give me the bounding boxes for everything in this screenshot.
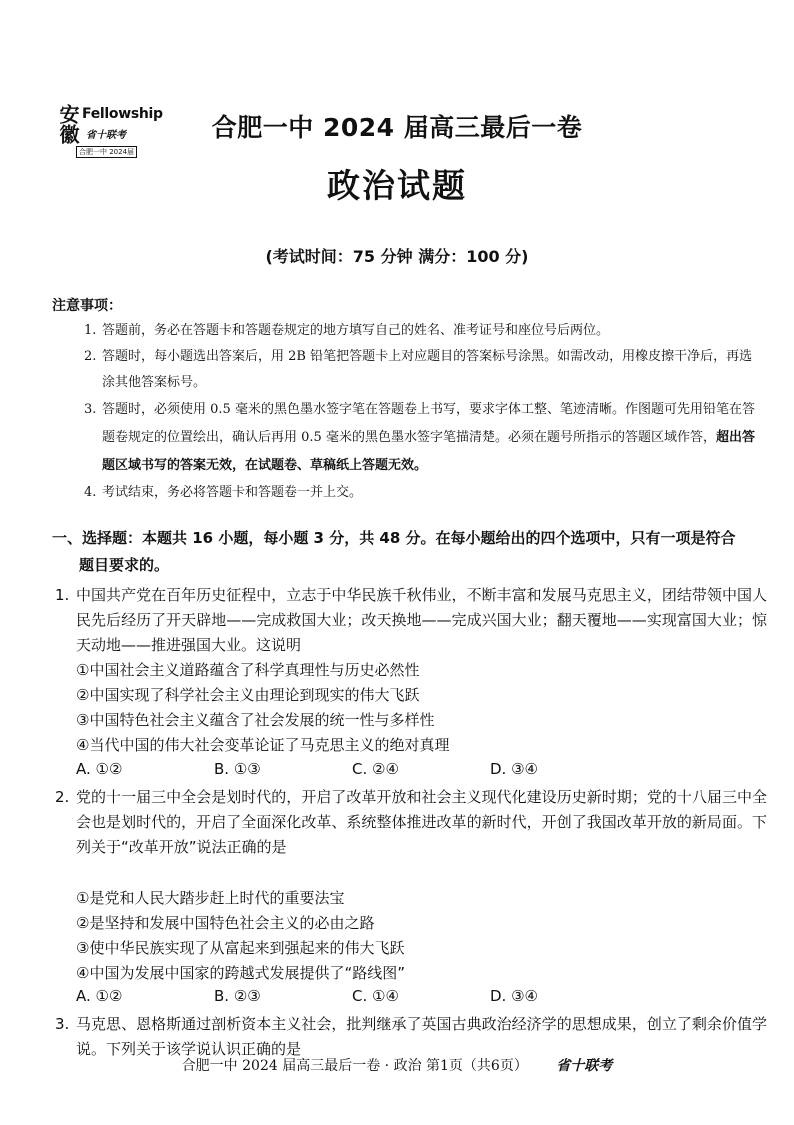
question-number: 1. bbox=[55, 586, 70, 604]
statement-option: ④中国为发展中国家的跨越式发展提供了“路线图” bbox=[76, 964, 405, 982]
notice-text-block bbox=[84, 396, 764, 480]
choice-b: B. ②③ bbox=[214, 987, 261, 1005]
statement-option: ①是党和人民大踏步赶上时代的重要法宝 bbox=[76, 889, 345, 907]
choice-a: A. ①② bbox=[76, 987, 123, 1005]
statement-option: ②中国实现了科学社会主义由理论到现实的伟大飞跃 bbox=[76, 686, 420, 704]
question-number: 3. bbox=[55, 1015, 70, 1033]
section-heading-line2: 题目要求的。 bbox=[79, 556, 170, 574]
section-heading bbox=[52, 525, 762, 579]
choice-d: D. ③④ bbox=[490, 987, 538, 1005]
notice-number: 2. bbox=[84, 349, 97, 364]
choice-d: D. ③④ bbox=[490, 760, 538, 778]
answer-choices bbox=[76, 987, 636, 1005]
page-footer bbox=[0, 1055, 794, 1075]
logo-chinese-text: 省十联考 bbox=[86, 130, 126, 141]
section-heading-line1: 一、选择题：本题共 16 小题，每小题 3 分，共 48 分。在每小题给出的四个选项中，只有一项是符合 bbox=[52, 529, 736, 547]
notice-text: 答题前，务必在答题卡和答题卷规定的地方填写自己的姓名、准考证号和座位号后两位。 bbox=[102, 323, 610, 338]
notice-number: 4. bbox=[84, 485, 97, 500]
statement-option: ③中国特色社会主义蕴含了社会发展的统一性与多样性 bbox=[76, 711, 435, 729]
notice-text: 答题时，每小题选出答案后，用 2B 铅笔把答题卡上对应题目的答案标号涂黑。如需改动，用橡皮擦干净后，再选涂其他答案标号。 bbox=[102, 349, 753, 390]
notice-number: 3. bbox=[84, 402, 97, 417]
choice-a: A. ①② bbox=[76, 760, 123, 778]
notice-item bbox=[84, 344, 764, 396]
statement-option: ①中国社会主义道路蕴含了科学真理性与历史必然性 bbox=[76, 661, 420, 679]
statement-option: ④当代中国的伟大社会变革论证了马克思主义的绝对真理 bbox=[76, 736, 450, 754]
footer-brand: 省十联考 bbox=[556, 1058, 613, 1074]
footer-text: 合肥一中 2024 届高三最后一卷 · 政治 第1页（共6页） bbox=[181, 1058, 528, 1074]
answer-choices bbox=[76, 760, 636, 778]
subject-title: 政治试题 bbox=[327, 166, 467, 205]
question-stem: 党的十一届三中全会是划时代的，开启了改革开放和社会主义现代化建设历史新时期；党的十八届三中全会也是划时代的，开启了全面深化改革、系统整体推进改革的新时代，开创了我国改革开放的新局面。下列关于“改革开放”说法正确的是 bbox=[76, 788, 767, 856]
logo-english-text: Fellowship bbox=[82, 106, 163, 122]
exam-title: 合肥一中 2024 届高三最后一卷 bbox=[211, 113, 583, 142]
statement-option: ③使中华民族实现了从富起来到强起来的伟大飞跃 bbox=[76, 939, 405, 957]
question-stem: 马克思、恩格斯通过剖析资本主义社会，批判继承了英国古典政治经济学的思想成果，创立了剩余价值学说。下列关于该学说认识正确的是 bbox=[76, 1015, 767, 1058]
question-number: 2. bbox=[55, 788, 70, 806]
choice-b: B. ①③ bbox=[214, 760, 261, 778]
notice-number: 1. bbox=[84, 323, 97, 338]
statement-option: ②是坚持和发展中国特色社会主义的必由之路 bbox=[76, 914, 375, 932]
logo-character: 安徽 bbox=[56, 104, 80, 144]
notice-item bbox=[84, 318, 764, 344]
notice-heading: 注意事项： bbox=[52, 298, 122, 314]
notice-item bbox=[84, 480, 764, 506]
notice-text: 答题时，必须使用 0.5 毫米的黑色墨水签字笔在答题卷上书写，要求字体工整、笔迹清晰。作图题可先用铅笔在答题卷规定的位置绘出，确认后再用 0.5 毫米的黑色墨水签字笔描清楚。必须在题号所指示的答题区域作答， bbox=[102, 402, 755, 445]
exam-time-and-score: (考试时间：75 分钟 满分：100 分) bbox=[265, 247, 529, 266]
question-2 bbox=[55, 785, 767, 860]
notice-emphasis: 超出答题区域书写的答案无效，在试题卷、草稿纸上答题无效。 bbox=[102, 430, 755, 473]
question-stem: 中国共产党在百年历史征程中，立志于中华民族千秋伟业，不断丰富和发展马克思主义，团结带领中国人民先后经历了开天辟地——完成救国大业；改天换地——完成兴国大业；翻天覆地——实现富国大业；惊天动地——推进强国大业。这说明 bbox=[76, 586, 767, 654]
notice-item bbox=[84, 396, 764, 480]
choice-c: C. ①④ bbox=[352, 987, 399, 1005]
question-1 bbox=[55, 583, 767, 658]
logo-subtitle: 合肥一中 2024届 bbox=[76, 146, 137, 158]
choice-c: C. ②④ bbox=[352, 760, 399, 778]
notice-text: 考试结束，务必将答题卡和答题卷一并上交。 bbox=[102, 485, 363, 500]
